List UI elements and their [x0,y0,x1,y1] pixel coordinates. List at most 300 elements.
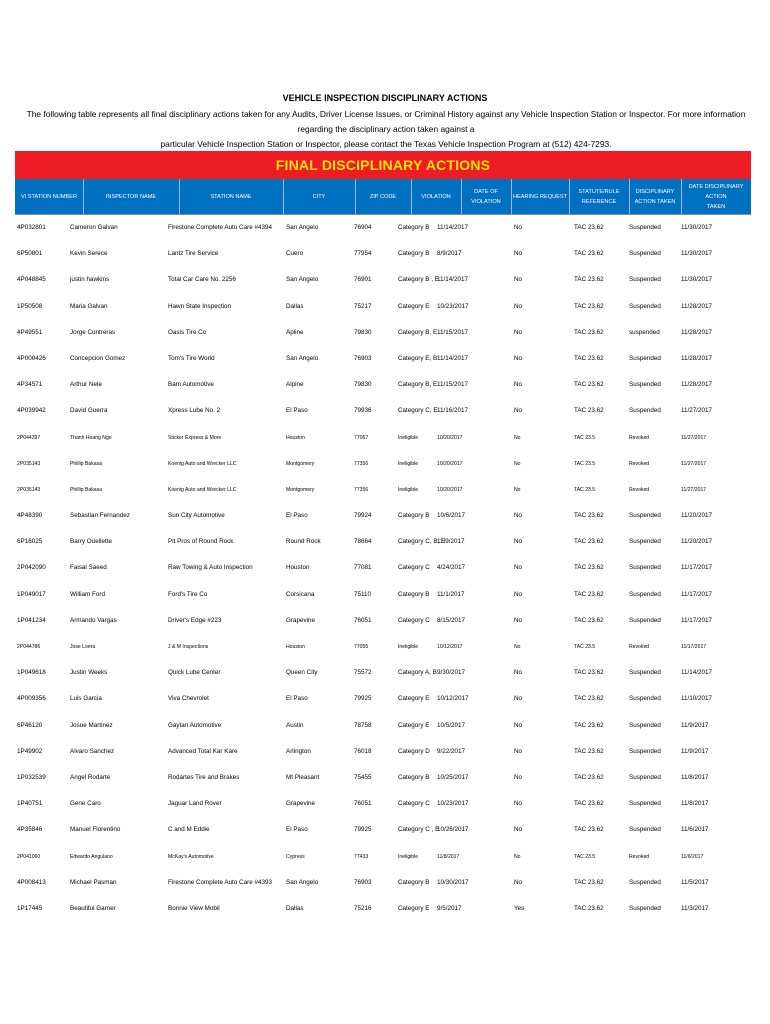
header-label-line: VI STATION NUMBER [20,193,78,200]
cell-violation: Category C [398,616,430,624]
cell-station-name: Koenig Auto and Wrecker LLC [168,486,237,493]
table-row [15,713,751,739]
cell-zip-code: 79830 [354,381,372,389]
cell-statute-rule-reference: TAC 23.62 [574,224,604,231]
cell-disciplinary-action-taken: Suspended [629,564,661,572]
cell-date-of-violation: 11/8/2017 [437,853,460,860]
cell-city: Houston [286,564,310,572]
cell-station-name: Sticker Express & More [168,434,222,441]
cell-statute-rule-reference: TAC 23.5 [574,853,596,860]
cell-disciplinary-action-taken: suspended [629,328,660,336]
header-label-line: STATION NAME [210,193,252,200]
header-label [461,187,511,207]
cell-disciplinary-action-taken: Revoked [629,486,650,493]
cell-hearing-request: No [514,486,521,493]
cell-statute-rule-reference: TAC 23.62 [574,276,604,284]
cell-hearing-request: No [514,354,523,362]
cell-violation: Category D [398,747,430,755]
table-row [15,267,751,293]
cell-zip-code: 76903 [354,354,372,362]
table-row [15,346,751,372]
cell-station-name: Lantz Tire Service [168,250,219,258]
cell-statute-rule-reference: TAC 23.5 [574,434,596,441]
cell-violation: Category C [398,564,430,572]
cell-violation: Ineligible [398,853,419,860]
cell-hearing-request: No [514,381,523,389]
cell-zip-code: 77954 [354,250,372,258]
table-row [15,765,751,791]
table-row [15,686,751,712]
cell-zip-code: 79925 [354,695,372,703]
cell-disciplinary-action-taken: Suspended [629,250,661,258]
cell-violation: Category B, E [398,328,438,336]
cell-date-of-violation: 10/23/2017 [437,302,469,310]
cell-violation: Category E [398,695,430,703]
cell-date-disciplinary-action-taken: 11/17/2017 [681,564,713,572]
cell-inspector-name: Sebastian Fernandez [70,512,130,520]
cell-vi-station-number: 2P041060 [17,853,41,860]
cell-statute-rule-reference: TAC 23.62 [574,669,604,677]
cell-zip-code: 77081 [354,564,372,572]
cell-date-of-violation: 10/20/2017 [437,460,463,467]
header-label [421,192,450,202]
cell-date-disciplinary-action-taken: 11/27/2017 [681,434,707,441]
cell-zip-code: 75455 [354,773,372,781]
cell-inspector-name: Luis Garcia [70,695,102,703]
table-row [15,241,751,267]
cell-station-name: Advanced Total Kar Kare [168,747,238,755]
cell-hearing-request: No [514,616,523,624]
header-label-line: DATE OF VIOLATION [471,188,501,205]
header-zip-code [355,179,411,214]
section-banner [15,151,751,179]
intro-line-1: The following table represents all final disciplinary actions taken for any Audits, Driver License Issues, or Criminal History against any Vehicle Inspection Station or Inspector. For more information regarding the disciplinary action taken against a [26,109,746,134]
cell-inspector-name: Alvaro Sanchez [70,747,115,755]
cell-station-name: Quick Lube Center [168,669,221,677]
cell-city: San Angelo [286,276,319,284]
cell-date-disciplinary-action-taken: 11/28/2017 [681,354,713,362]
table-row [15,477,751,503]
cell-hearing-request: No [514,538,523,546]
cell-hearing-request: No [514,512,523,520]
cell-violation: Category C , E [398,826,440,834]
cell-date-of-violation: 9/5/2017 [437,904,462,912]
cell-vi-station-number: 4P032801 [17,224,46,231]
cell-date-disciplinary-action-taken: 11/17/2017 [681,644,707,650]
header-label-line: ZIP CODE [369,193,397,200]
cell-statute-rule-reference: TAC 23.62 [574,302,604,310]
header-label [681,182,751,212]
cell-statute-rule-reference: TAC 23.62 [574,695,604,703]
header-label [21,192,77,202]
cell-disciplinary-action-taken: Suspended [629,669,661,677]
cell-inspector-name: Phillip Bakasa [70,460,102,467]
cell-zip-code: 77433 [354,853,369,860]
cell-hearing-request: No [514,747,523,755]
header-divider [179,179,180,214]
cell-city: Corsicana [286,590,315,598]
cell-date-of-violation: 9/30/2017 [437,669,466,677]
cell-hearing-request: No [514,276,523,284]
cell-station-name: Pit Pros of Round Rock [168,538,234,546]
cell-date-of-violation: 10/6/2017 [437,512,466,520]
table-row [15,529,751,555]
cell-city: Apline [286,328,304,336]
cell-inspector-name: Concepcion Gomez [70,354,126,362]
cell-zip-code: 79830 [354,328,372,336]
header-label [513,192,567,202]
cell-statute-rule-reference: TAC 23.62 [574,407,604,415]
cell-city: Dallas [286,904,304,912]
cell-date-disciplinary-action-taken: 11/6/2017 [681,826,709,834]
cell-date-of-violation: 10/23/2017 [437,800,469,808]
header-label-line: TAKEN [706,203,726,210]
header-label-line: DISCIPLINARY [635,188,675,195]
cell-statute-rule-reference: TAC 23.5 [574,460,596,467]
cell-zip-code: 76051 [354,616,372,624]
cell-hearing-request: No [514,878,523,886]
cell-hearing-request: No [514,695,523,703]
cell-vi-station-number: 6P50801 [17,250,43,258]
table-row [15,660,751,686]
cell-hearing-request: No [514,564,523,572]
cell-station-name: Bam Automotive [168,381,214,389]
cell-vi-station-number: 4P49551 [17,328,43,336]
cell-city: El Paso [286,512,308,520]
cell-violation: Ineligible [398,644,419,650]
cell-violation: Ineligible [398,434,419,441]
cell-inspector-name: Maria Galvan [70,302,108,310]
header-label [313,192,326,202]
header-statute-rule-reference [569,179,629,214]
cell-zip-code: 76904 [354,224,372,231]
cell-statute-rule-reference: TAC 23.62 [574,773,604,781]
cell-date-of-violation: 11/14/2017 [437,276,469,284]
cell-station-name: Firestone Complete Auto Care #4394 [168,224,272,231]
cell-city: Alpine [286,381,304,389]
header-label [578,187,619,207]
cell-vi-station-number: 4P008413 [17,878,46,886]
cell-violation: Category B [398,773,430,781]
header-divider [569,179,570,214]
cell-station-name: Oasis Tire Co [168,328,207,336]
cell-inspector-name: Edwardo Angulano [70,853,113,860]
cell-station-name: Xpress Lube No. 2 [168,407,221,415]
cell-vi-station-number: 2P035143 [17,460,41,467]
cell-city: Cypress [286,853,305,860]
cell-station-name: Jaguar Land Rover [168,800,222,808]
cell-zip-code: 75216 [354,904,372,912]
cell-violation: Category B , E [398,276,439,284]
cell-vi-station-number: 2P044786 [17,644,41,650]
cell-zip-code: 77356 [354,460,369,467]
header-label-line: CITY [312,193,326,200]
cell-date-of-violation: 10/25/2017 [437,773,469,781]
cell-statute-rule-reference: TAC 23.62 [574,354,604,362]
cell-vi-station-number: 4P009356 [17,695,46,703]
cell-disciplinary-action-taken: Revoked [629,853,650,860]
cell-zip-code: 78664 [354,538,372,546]
cell-date-disciplinary-action-taken: 11/17/2017 [681,590,713,598]
cell-inspector-name: Jose Loera [70,644,96,650]
cell-disciplinary-action-taken: Suspended [629,721,661,729]
cell-zip-code: 75572 [354,669,372,677]
cell-statute-rule-reference: TAC 23.62 [574,250,604,258]
cell-city: Mt Pleasant [286,773,320,781]
cell-violation: Category B [398,250,430,258]
cell-date-disciplinary-action-taken: 11/28/2017 [681,302,713,310]
cell-violation: Category B [398,878,430,886]
cell-vi-station-number: 1P041234 [17,616,46,624]
header-label [210,192,251,202]
cell-vi-station-number: 1P032539 [17,773,46,781]
cell-violation: Category C, B, E [398,538,446,546]
cell-date-disciplinary-action-taken: 11/14/2017 [681,669,713,677]
cell-date-of-violation: 11/15/2017 [437,328,469,336]
table-row [15,739,751,765]
cell-statute-rule-reference: TAC 23.62 [574,538,604,546]
cell-zip-code: 76051 [354,800,372,808]
cell-vi-station-number: 2P042090 [17,564,46,572]
cell-hearing-request: No [514,721,523,729]
cell-hearing-request: No [514,669,523,677]
cell-hearing-request: No [514,250,523,258]
cell-date-of-violation: 8/9/2017 [437,250,462,258]
cell-zip-code: 75217 [354,302,372,310]
cell-city: Arlington [286,747,311,755]
cell-inspector-name: Justin Weeks [70,669,108,677]
cell-inspector-name: Jorge Contreras [70,328,116,336]
cell-station-name: Raw Towing & Auto Inspection [168,564,253,572]
header-label-line: STATUTE/RULE [578,188,620,195]
cell-statute-rule-reference: TAC 23.62 [574,904,604,912]
cell-vi-station-number: 4P039942 [17,407,46,415]
cell-date-of-violation: 10/12/2017 [437,644,463,650]
cell-vi-station-number: 1P049017 [17,590,46,598]
cell-city: San Angelo [286,354,319,362]
cell-city: Cuero [286,250,304,258]
header-label [370,192,396,202]
cell-date-disciplinary-action-taken: 11/8/2017 [681,773,709,781]
header-violation [411,179,461,214]
cell-disciplinary-action-taken: Suspended [629,747,661,755]
cell-disciplinary-action-taken: Revoked [629,434,650,441]
cell-date-of-violation: 10/30/2017 [437,878,469,886]
table-row [15,634,751,660]
cell-date-of-violation: 11/16/2017 [437,407,469,415]
page-title: VEHICLE INSPECTION DISCIPLINARY ACTIONS [282,93,488,103]
cell-date-disciplinary-action-taken: 11/27/2017 [681,460,707,467]
cell-zip-code: 79924 [354,512,372,520]
cell-vi-station-number: 4P48390 [17,512,43,520]
cell-violation: Ineligible [398,460,419,467]
cell-inspector-name: William Ford [70,590,105,598]
table-row [15,215,751,241]
cell-vi-station-number: 1P50508 [17,302,43,310]
cell-inspector-name: Thanh Hoang Ngo [70,434,112,441]
header-disciplinary-action-taken [629,179,681,214]
cell-statute-rule-reference: TAC 23.5 [574,644,596,650]
cell-date-disciplinary-action-taken: 11/30/2017 [681,250,713,258]
table-row [15,425,751,451]
cell-disciplinary-action-taken: Suspended [629,695,661,703]
table-row [15,582,751,608]
cell-date-disciplinary-action-taken: 11/28/2017 [681,328,713,336]
cell-disciplinary-action-taken: Suspended [629,904,661,912]
cell-date-disciplinary-action-taken: 11/30/2017 [681,276,713,284]
header-divider [283,179,284,214]
cell-disciplinary-action-taken: Suspended [629,878,661,886]
header-label-line: HEARING REQUEST [512,193,568,200]
cell-city: Grapevine [286,800,316,808]
cell-disciplinary-action-taken: Suspended [629,800,661,808]
cell-vi-station-number: 6P16025 [17,538,43,546]
cell-station-name: Rodartes Tire and Brakes [168,773,240,781]
cell-hearing-request: Yes [514,904,525,912]
cell-date-of-violation: 10/26/2017 [437,826,469,834]
cell-date-disciplinary-action-taken: 11/27/2017 [681,486,707,493]
table-row [15,896,751,922]
cell-date-disciplinary-action-taken: 11/3/2017 [681,904,709,912]
cell-vi-station-number: 1P049618 [17,669,46,677]
cell-inspector-name: David Guerra [70,407,108,415]
cell-disciplinary-action-taken: Revoked [629,644,650,650]
cell-violation: Category C, E [398,407,438,415]
cell-statute-rule-reference: TAC 23.62 [574,328,604,336]
cell-statute-rule-reference: TAC 23.62 [574,564,604,572]
cell-statute-rule-reference: TAC 23.62 [574,512,604,520]
cell-disciplinary-action-taken: Suspended [629,224,661,231]
cell-disciplinary-action-taken: Suspended [629,590,661,598]
cell-station-name: J & M Inspections [168,644,209,650]
header-divider [629,179,630,214]
cell-city: El Paso [286,407,308,415]
cell-inspector-name: Josue Martinez [70,721,113,729]
cell-inspector-name: Gene Caro [70,800,101,808]
cell-date-disciplinary-action-taken: 11/20/2017 [681,512,713,520]
table-row [15,294,751,320]
cell-station-name: Driver's Edge #223 [168,616,222,624]
cell-station-name: Koenig Auto and Wrecker LLC [168,460,237,467]
cell-inspector-name: Barry Ouellette [70,538,112,546]
cell-inspector-name: Beautiful Garner [70,904,116,912]
table-row [15,503,751,529]
cell-vi-station-number: 1P40751 [17,800,43,808]
cell-date-of-violation: 4/24/2017 [437,564,466,572]
cell-violation: Category A, B [398,669,437,677]
header-label-line: DATE DISCIPLINARY ACTION [688,183,744,200]
cell-statute-rule-reference: TAC 23.62 [574,878,604,886]
cell-date-of-violation: 10/20/2017 [437,434,463,441]
cell-station-name: Tom's Tire World [168,354,215,362]
disciplinary-table-body [15,215,751,922]
cell-disciplinary-action-taken: Suspended [629,512,661,520]
cell-date-disciplinary-action-taken: 11/5/2017 [681,878,709,886]
header-divider [355,179,356,214]
cell-inspector-name: Arthur Nele [70,381,102,389]
cell-disciplinary-action-taken: Suspended [629,538,661,546]
cell-inspector-name: Manuel Florentino [70,826,121,834]
table-row [15,555,751,581]
cell-inspector-name: Faisal Saeed [70,564,107,572]
cell-zip-code: 77067 [354,434,369,441]
cell-date-disciplinary-action-taken: 11/10/2017 [681,695,713,703]
table-row [15,451,751,477]
cell-disciplinary-action-taken: Suspended [629,407,661,415]
cell-city: El Paso [286,695,308,703]
cell-station-name: Viva Chevrolet [168,695,209,703]
cell-zip-code: 75110 [354,590,372,598]
cell-hearing-request: No [514,224,523,231]
cell-vi-station-number: 6P46120 [17,721,43,729]
cell-vi-station-number: 2P044397 [17,434,41,441]
header-label-line: INSPECTOR NAME [105,193,157,200]
cell-inspector-name: Cameron Galvan [70,224,118,231]
cell-date-disciplinary-action-taken: 11/28/2017 [681,381,713,389]
cell-inspector-name: justin hawkins [70,276,110,284]
header-label-line: REFERENCE [581,198,617,205]
table-header [15,179,751,215]
cell-statute-rule-reference: TAC 23.62 [574,616,604,624]
header-date-disciplinary-action-taken [681,179,751,214]
cell-station-name: Total Car Care No. 2256 [168,276,236,284]
header-divider [411,179,412,214]
cell-statute-rule-reference: TAC 23.62 [574,826,604,834]
cell-vi-station-number: 1P49902 [17,747,43,755]
header-label-line: ACTION TAKEN [634,198,676,205]
cell-date-of-violation: 11/14/2017 [437,354,469,362]
cell-date-of-violation: 11/9/2017 [437,538,465,546]
cell-city: Houston [286,644,305,650]
cell-inspector-name: Phillip Bakasa [70,486,102,493]
cell-hearing-request: No [514,407,523,415]
cell-statute-rule-reference: TAC 23.62 [574,800,604,808]
cell-violation: Ineligible [398,486,419,493]
cell-hearing-request: No [514,826,523,834]
cell-zip-code: 77356 [354,486,369,493]
cell-city: San Angelo [286,224,319,231]
cell-date-disciplinary-action-taken: 11/27/2017 [681,407,713,415]
cell-zip-code: 76903 [354,878,372,886]
table-row [15,608,751,634]
cell-hearing-request: No [514,590,523,598]
table-row [15,817,751,843]
table-row [15,320,751,346]
cell-violation: Category C [398,800,430,808]
cell-inspector-name: Angel Rodarte [70,773,111,781]
cell-zip-code: 77055 [354,644,369,650]
table-row [15,791,751,817]
cell-violation: Category B, E [398,381,438,389]
header-station-name [179,179,283,214]
cell-station-name: Firestone Complete Auto Care #4393 [168,878,272,886]
cell-vi-station-number: 4P35846 [17,826,43,834]
cell-station-name: Sun City Automotive [168,512,225,520]
cell-hearing-request: No [514,434,521,441]
cell-station-name: Ford's Tire Co [168,590,208,598]
cell-disciplinary-action-taken: Revoked [629,460,650,467]
cell-date-disciplinary-action-taken: 11/6/2017 [681,853,704,860]
header-vi-station-number [15,179,83,214]
cell-city: Dallas [286,302,304,310]
cell-hearing-request: No [514,800,523,808]
header-inspector-name [83,179,179,214]
cell-city: El Paso [286,826,308,834]
cell-hearing-request: No [514,460,521,467]
cell-violation: Category E [398,302,430,310]
header-label [635,187,676,207]
table-row [15,844,751,870]
